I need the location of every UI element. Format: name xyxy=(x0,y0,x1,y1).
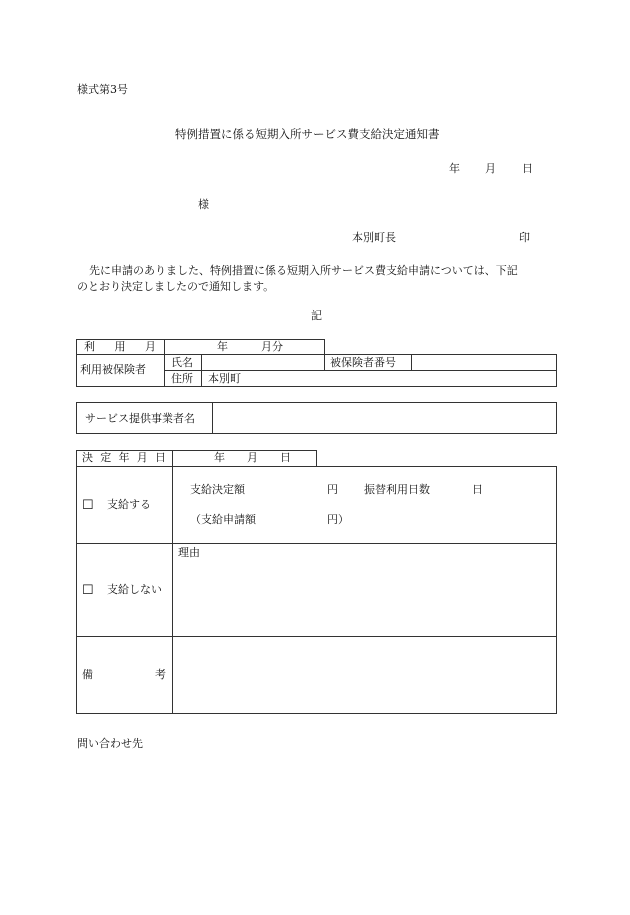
body-text-line2: のとおり決定しましたので通知します。 xyxy=(77,280,275,293)
pay-label: 支給する xyxy=(107,498,151,511)
address-value: 本別町 xyxy=(208,372,241,385)
decision-date-label: 決 定 年 月 日 xyxy=(82,451,166,464)
contact-label: 問い合わせ先 xyxy=(77,737,143,750)
remarks-label: 備 考 xyxy=(82,668,166,681)
addressee-suffix: 様 xyxy=(198,198,209,211)
document-title: 特例措置に係る短期入所サービス費支給決定通知書 xyxy=(175,127,440,141)
usage-month-value: 年 月分 xyxy=(217,340,283,353)
provider-label: サービス提供事業者名 xyxy=(85,412,195,425)
no-pay-label: 支給しない xyxy=(107,583,162,596)
requested-amount-label: （支給申請額 xyxy=(190,513,256,526)
seal-mark: 印 xyxy=(519,231,530,244)
form-number: 様式第3号 xyxy=(77,83,128,96)
insured-number-label: 被保険者番号 xyxy=(330,356,396,369)
decision-amount-label: 支給決定額 xyxy=(190,483,245,496)
insured-person-label: 利用被保険者 xyxy=(80,363,146,376)
requested-amount-unit: 円） xyxy=(327,513,349,526)
transfer-days-label: 振替利用日数 xyxy=(364,483,430,496)
name-label: 氏名 xyxy=(171,356,193,369)
address-label: 住所 xyxy=(171,372,193,385)
body-text-line1: 先に申請のありました、特例措置に係る短期入所サービス費支給申請については、下記 xyxy=(89,264,518,277)
date-day: 日 xyxy=(522,162,533,175)
date-year: 年 xyxy=(449,162,460,175)
usage-month-label: 利 用 月 xyxy=(84,340,156,353)
decision-amount-unit: 円 xyxy=(327,483,338,496)
reason-label: 理由 xyxy=(178,546,200,559)
transfer-days-unit: 日 xyxy=(472,483,483,496)
no-pay-checkbox[interactable]: ☐ xyxy=(82,583,94,598)
decision-date-value: 年 月 日 xyxy=(214,451,291,464)
issuer-name: 本別町長 xyxy=(352,231,396,244)
provider-table xyxy=(76,402,557,434)
pay-checkbox[interactable]: ☐ xyxy=(82,498,94,513)
ki-label: 記 xyxy=(311,309,322,322)
date-month: 月 xyxy=(485,162,496,175)
